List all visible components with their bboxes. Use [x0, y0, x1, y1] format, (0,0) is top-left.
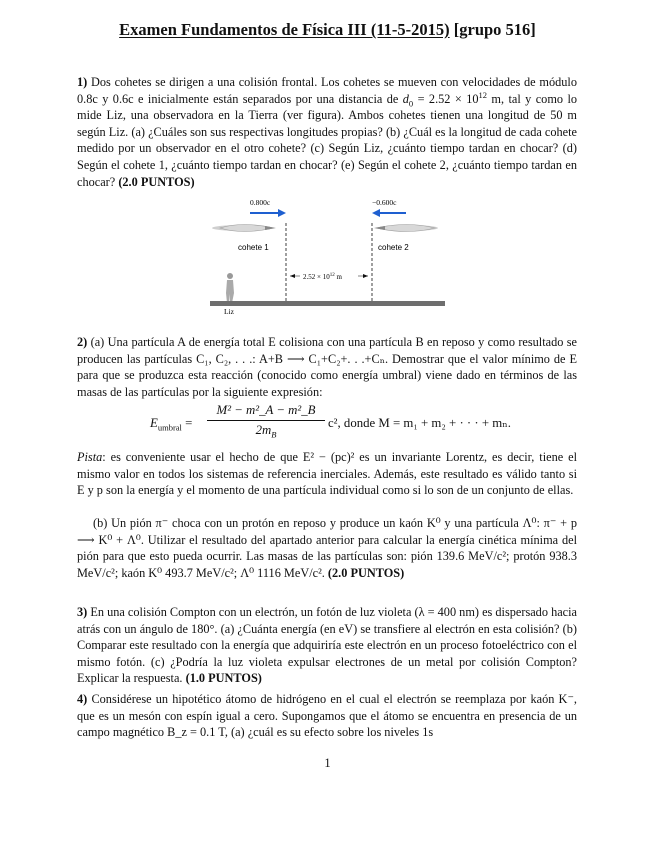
velocity-1-arrowhead: [278, 209, 286, 217]
question-2a-text: (a) Una partícula A de energía total E colisiona con una partícula B en reposo y como resultado se producen las partículas C₁, C₂, . . .: A+B ⟶ C₁+C₂+. . .+Cₙ. Demostrar que el valor mínimo de E para que se produzca esta reacción (conocido como energía umbral) viene dado en términos de las masas de las partículas por la siguiente expresión:: [77, 335, 578, 399]
equation-lhs: $E_{umbral}$ =: [150, 416, 193, 433]
distance-arrowhead-left: [290, 274, 295, 278]
exam-title: [0, 20, 655, 40]
question-2b: [77, 515, 577, 581]
question-4-number: 4): [77, 692, 88, 706]
question-1-points: (2.0 PUNTOS): [118, 174, 195, 189]
equation-rest: c², donde M = m₁ + m₂ + · · · + mₙ.: [328, 416, 511, 430]
rocket-2-icon: [374, 225, 438, 232]
question-4: [77, 691, 577, 741]
threshold-energy-equation: [150, 403, 570, 443]
hint-label: Pista: [77, 450, 103, 464]
question-3-number: 3): [77, 605, 88, 619]
hint-text: : es conveniente usar el hecho de que E² − (pc)² es un invariante Lorentz, es decir, tiene el mismo valor en todos los sistemas de referencia inerciales. Además, este resultado es válido tanto si E y p son la energía y el momento de una partícula individual como si lo son de un conjunto de ellas.: [77, 450, 577, 498]
velocity-2-label: −0.600c: [372, 198, 397, 207]
rocket-1-label: cohete 1: [238, 243, 269, 252]
equation-numerator: M² − m²_A − m²_B: [207, 403, 325, 421]
velocity-2-arrowhead: [372, 209, 380, 217]
question-1-text-b: m, tal y como lo mide Liz, una observadora en la Tierra (ver figura). Ambos cohetes tienen una longitud de 50 m según Liz. (a) ¿Cuáles son sus respectivas longitudes propias? (b) ¿Cuál es la longitud de cada cohete medido por un observador en el otro cohete? (c) Según Liz, ¿cuánto tiempo tardan en chocar? (d) Según el cohete 1, ¿cuánto tiempo tardan en chocar? (e) Según el cohete 2, ¿cuánto tiempo tardan en chocar?: [77, 91, 578, 189]
question-1-d0: d: [402, 91, 409, 106]
page-number: 1: [324, 756, 331, 770]
exam-title-main: Examen Fundamentos de Física III (11-5-2015): [119, 20, 450, 39]
question-3-points: (1.0 PUNTOS): [185, 671, 262, 686]
rockets-diagram: [210, 193, 445, 315]
rockets-figure: [210, 193, 445, 315]
question-2-points: (2.0 PUNTOS): [327, 565, 405, 580]
distance-arrowhead-right: [363, 274, 368, 278]
observer-label: Liz: [224, 307, 234, 315]
rocket-2-label: cohete 2: [378, 243, 409, 252]
question-2-hint: [77, 449, 577, 499]
question-1-number: 1): [77, 75, 88, 89]
question-1: [77, 74, 577, 190]
ground: [210, 301, 445, 306]
question-4-text: Considérese un hipotético átomo de hidrógeno en el cual el electrón se reemplaza por kaón K⁻, que es un mesón con espín igual a cero. Supongamos que el átomo se encuentra en presencia de un campo magnético B_z = 0.1 T, (a) ¿cuál es su efecto sobre los niveles 1s: [77, 692, 578, 740]
question-2b-text: (b) Un pión π⁻ choca con un protón en reposo y produce un kaón K⁰ y una partícula Λ⁰: π⁻ + p ⟶ K⁰ + Λ⁰. Utilizar el resultado del apartado anterior para calcular la energía cinética mínima del pión para que esto pueda ocurrir. Las masas de las partículas son: pión 139.6 MeV/c²; protón 938.3 MeV/c²; kaón K⁰ 493.7 MeV/c²; Λ⁰ 1116 MeV/c².: [77, 516, 577, 580]
distance-label: $2.52 \times 10^{12}$ m: [303, 273, 342, 281]
velocity-1-label: 0.800c: [250, 198, 271, 207]
question-1-d0-exp: 12: [478, 89, 487, 100]
rocket-1-icon: [212, 225, 276, 232]
question-3: [77, 604, 577, 687]
equation-denominator: $2m_B$: [255, 423, 277, 440]
equation-fraction: [207, 403, 325, 438]
observer-figure-icon: [226, 273, 234, 303]
question-3-text: En una colisión Compton con un electrón, un fotón de luz violeta (λ = 400 nm) es dispersado hacia atrás con un ángulo de 180°. (a) ¿Cuánta energía (en eV) se transfiere al electrón en esta colisión? (b) Comparar este resultado con la energía que adquiriría este electrón en un proceso fotoeléctrico con el mismo fotón. (c) ¿Podría la luz violeta expulsar electrones de un metal por colisión Compton? Explicar la respuesta.: [77, 605, 578, 686]
question-2-number: 2): [77, 335, 88, 349]
exam-group: [grupo 516]: [453, 20, 536, 39]
question-1-d0-value: = 2.52 × 10: [413, 91, 479, 106]
question-1-d0-sub: 0: [408, 98, 414, 109]
question-2a: [77, 334, 577, 400]
question-1-text-a: Dos cohetes se dirigen a una colisión frontal. Los cohetes se mueven con velocidades de módulo 0.8c y 0.6c e inicialmente están separados por una distancia de: [77, 75, 577, 106]
